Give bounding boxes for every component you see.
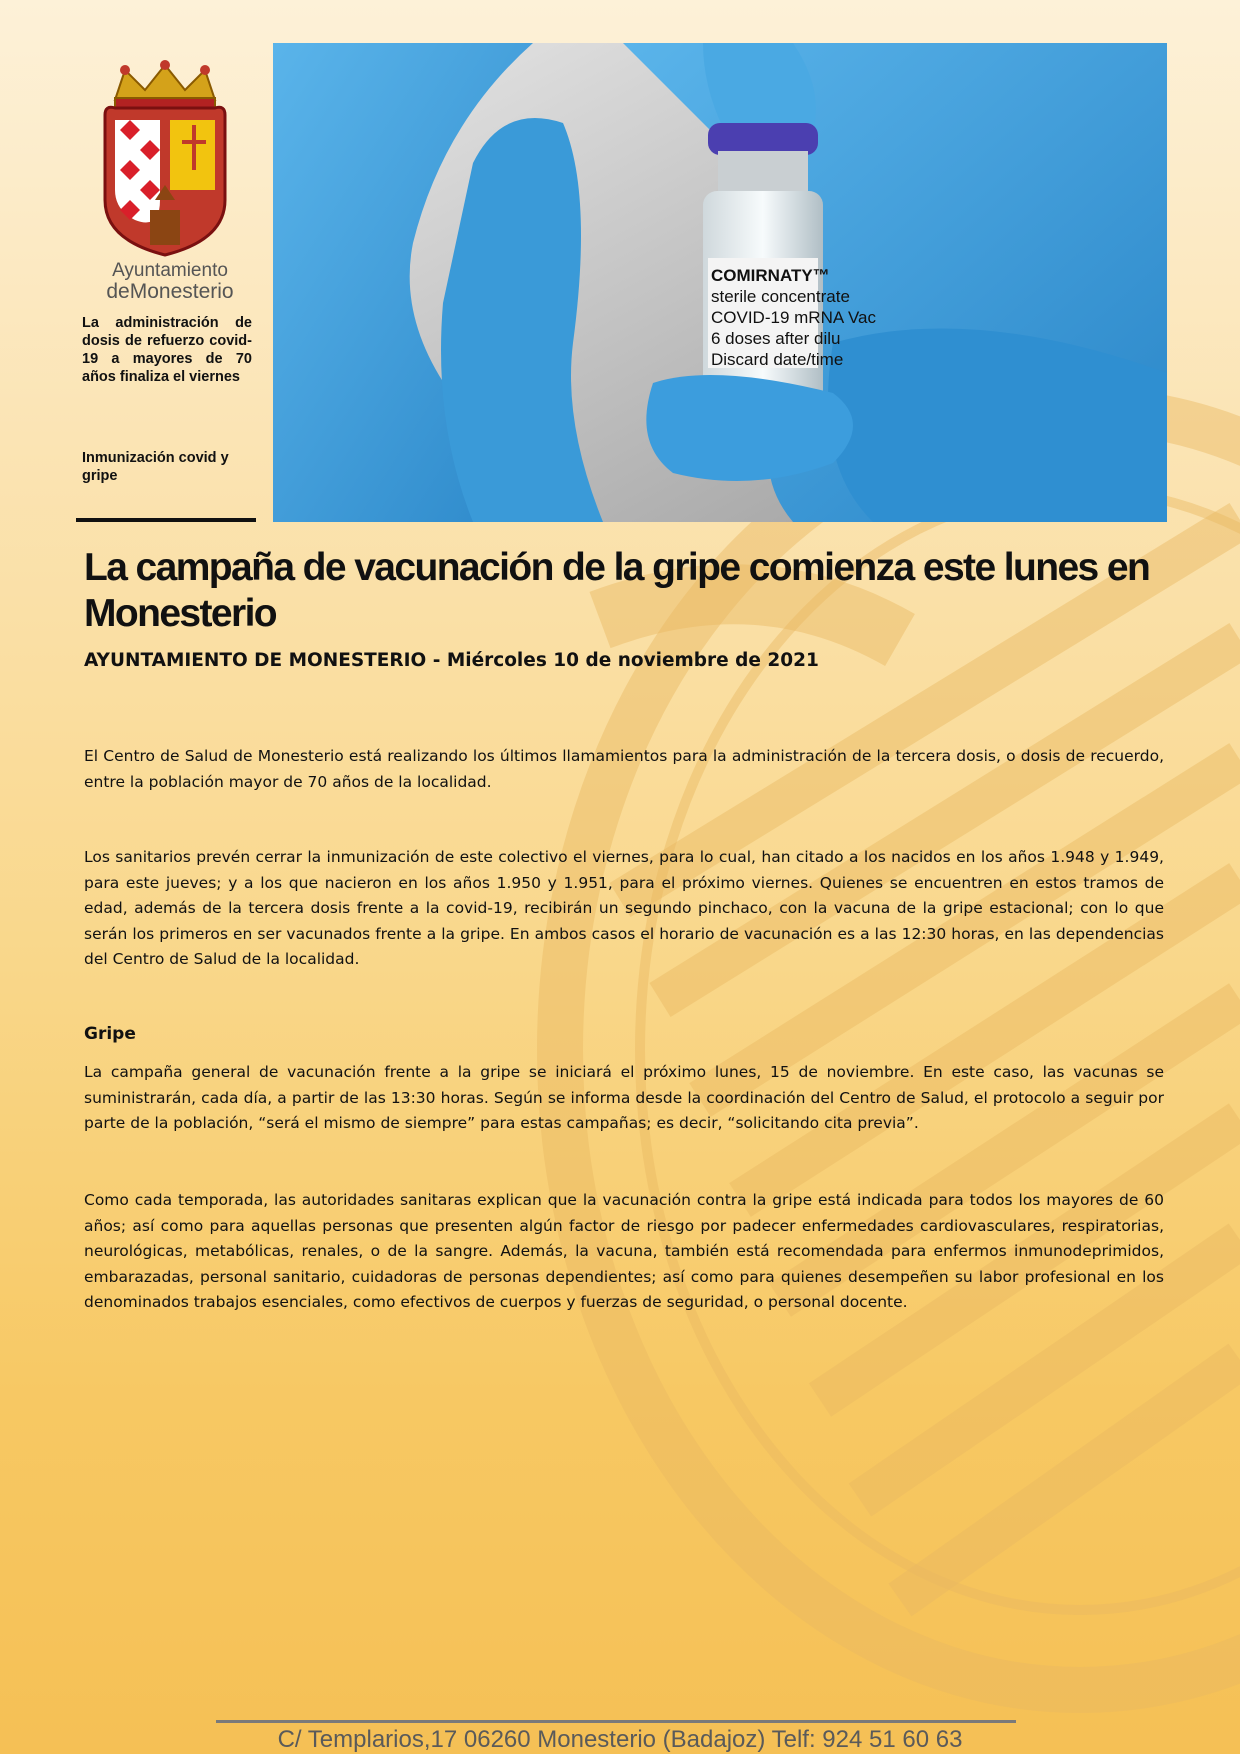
logo-title: Ayuntamiento — [112, 260, 228, 281]
article-paragraph-1: El Centro de Salud de Monesterio está realizando los últimos llamamientos para la administración de la tercera dosis, o dosis de recuerdo, entre la población mayor de 70 años de la localidad. — [84, 747, 1164, 791]
vial-label-line-4: Discard date/time — [711, 350, 844, 369]
sidebar-blurb-booster: La administración de dosis de refuerzo covid-19 a mayores de 70 años finaliza el viernes — [82, 315, 252, 385]
article-paragraph-4: Como cada temporada, las autoridades sanitaras explican que la vacunación contra la gripe está indicada para todos los mayores de 60 años; así como para aquellas personas que presenten algún factor de riesgo por padecer enfermedades cardiovasculares, respiratorias, neurológicas, metabólicas, renales, o de la sangre. Además, la vacuna, también está recomendada para enfermos inmunodeprimidos, embarazadas, personal sanitario, cuidadoras de personas dependientes; así como para quienes desempeñen su labor profesional en los denominados trabajos esenciales, como efectivos de cuerpos y fuerzas de seguridad, o personal docente. — [84, 1191, 1164, 1312]
sidebar-blurb-immunization: Inmunización covid y gripe — [82, 450, 229, 484]
footer-address: C/ Templarios,17 06260 Monesterio (Badajoz) Telf: 924 51 60 63 — [277, 1726, 963, 1753]
article-subheading: Gripe — [84, 1024, 136, 1044]
vial-label-line-3: 6 doses after dilu — [711, 329, 841, 348]
article-paragraph-2: Los sanitarios prevén cerrar la inmunización de este colectivo el viernes, para lo cual, han citado a los nacidos en los años 1.948 y 1.949, para este jueves; y a los que nacieron en los años 1.950 y 1.951, para el próximo viernes. Quienes se encuentren en estos tramos de edad, además de la tercera dosis frente a la covid-19, recibirán un segundo pinchaco, con la vacuna de la gripe estacional; con lo que serán los primeros en ser vacunados frente a la gripe. En ambos casos el horario de vacunación es a las 12:30 horas, en las dependencias del Centro de Salud de la localidad. — [84, 848, 1164, 969]
vial-label-line-1: sterile concentrate — [711, 287, 850, 306]
article-paragraph-3: La campaña general de vacunación frente a la gripe se iniciará el próximo lunes, 15 de noviembre. En este caso, las vacunas se suministrarán, cada día, a partir de las 13:30 horas. Según se informa desde la coordinación del Centro de Salud, el protocolo a seguir por parte de la población, “será el mismo de siempre” para estas campañas; es decir, “solicitando cita previa”. — [84, 1063, 1164, 1133]
sidebar-divider — [76, 518, 256, 522]
article-byline: AYUNTAMIENTO DE MONESTERIO - Miércoles 10 de noviembre de 2021 — [84, 650, 819, 671]
vaccine-vial-photo — [273, 43, 1167, 522]
vial-label-line-2: COVID-19 mRNA Vac — [711, 308, 877, 327]
article-headline: La campaña de vacunación de la gripe comienza este lunes en Monesterio — [84, 546, 1150, 635]
footer-divider — [216, 1720, 1016, 1723]
logo-subtitle: deMonesterio — [106, 280, 234, 303]
vial-label-line-0: COMIRNATY™ — [711, 266, 830, 285]
